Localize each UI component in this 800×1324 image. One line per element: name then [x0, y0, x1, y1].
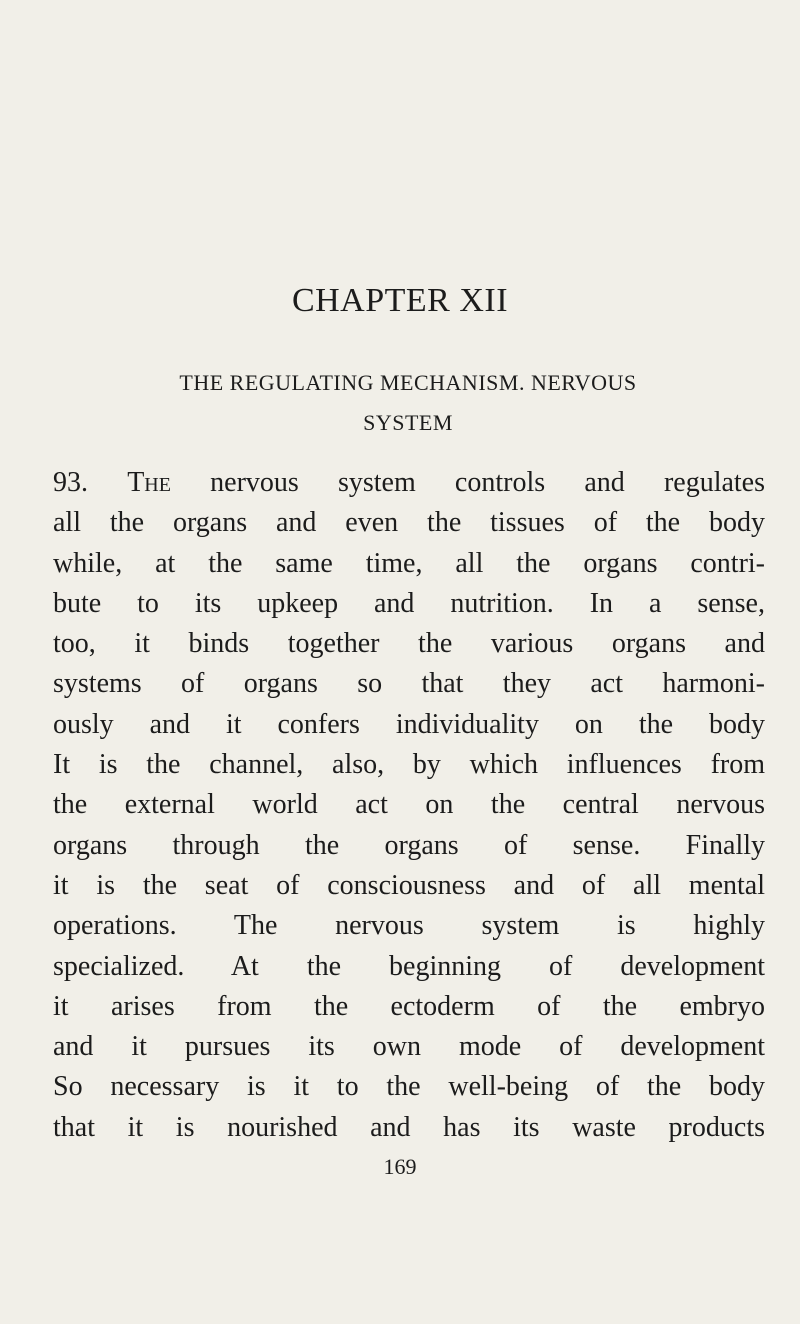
lead-word: The [127, 467, 171, 498]
page-number: 169 [383, 1154, 417, 1179]
text-line-12: operations. The nervous system is highly [53, 910, 765, 942]
chapter-title-line-1: THE REGULATING MECHANISM. NERVOUS [179, 370, 637, 395]
chapter-heading: CHAPTER XII [291, 282, 509, 319]
text-line-1 [53, 463, 765, 503]
paragraph-number: 93. [53, 467, 88, 498]
text-line-14: it arises from the ectoderm of the embryo [53, 990, 765, 1022]
chapter-title [50, 363, 766, 443]
chapter-title-line-2: SYSTEM [363, 410, 453, 435]
text-line-11: it is the seat of consciousness and of all mental [53, 869, 765, 901]
text-line-8: It is the channel, also, by which influences from [53, 749, 765, 781]
text-line-2: all the organs and even the tissues of the body [53, 507, 765, 539]
text-line-6: systems of organs so that they act harmoni- [53, 668, 765, 700]
text-line-9: the external world act on the central nervous [53, 789, 765, 821]
text-line-16: So necessary is it to the well-being of the body [53, 1071, 765, 1103]
text-line-4: bute to its upkeep and nutrition. In a sense, [53, 587, 765, 619]
text-line-3: while, at the same time, all the organs contri- [53, 547, 765, 579]
text-line-7: ously and it confers individuality on the body [53, 708, 765, 740]
text-line-10: organs through the organs of sense. Finally [53, 829, 765, 861]
text-line-15: and it pursues its own mode of development [53, 1031, 765, 1063]
text-line-13: specialized. At the beginning of development [53, 950, 765, 982]
text-line-17: that it is nourished and has its waste products [53, 1111, 765, 1143]
paragraph-93 [53, 463, 765, 1148]
text-line-5: too, it binds together the various organs and [53, 628, 765, 660]
text-line-1-rest: nervous system controls and regulates [170, 467, 766, 498]
